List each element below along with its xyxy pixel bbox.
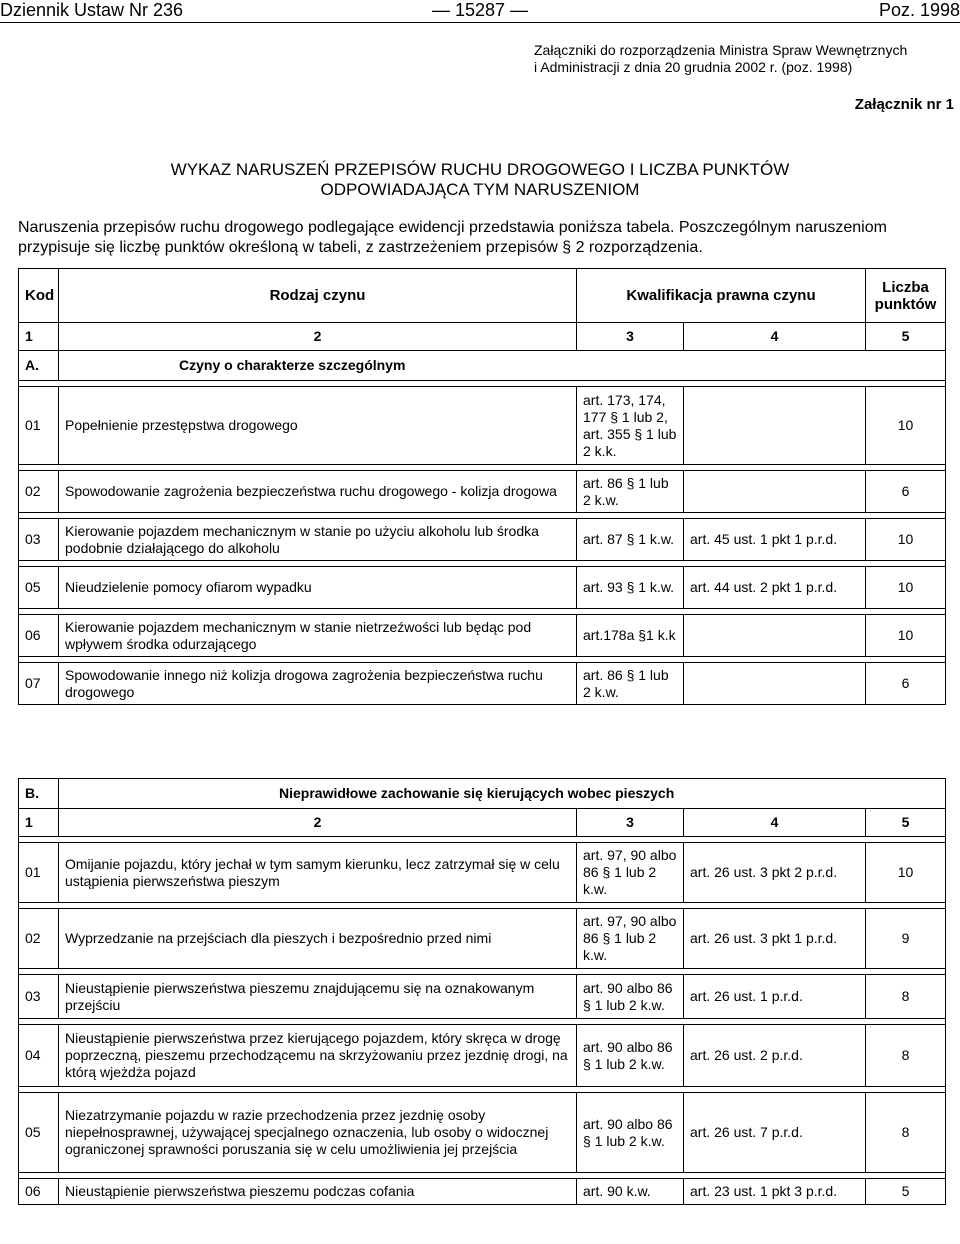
col-number: 3 [577, 809, 684, 837]
document-title-line-1: WYKAZ NARUSZEŃ PRZEPISÓW RUCHU DROGOWEGO I LICZBA PUNKTÓW [170, 160, 790, 179]
row-points: 10 [866, 843, 946, 903]
row-code: 02 [19, 471, 59, 513]
row-kk: art. 90 albo 86 § 1 lub 2 k.w. [577, 1093, 684, 1173]
document-title-line-2: ODPOWIADAJĄCA TYM NARUSZENIOM [320, 180, 640, 199]
column-number-row [19, 323, 946, 351]
violations-table-b [18, 778, 946, 1205]
table-row [19, 615, 946, 657]
row-kk: art. 90 k.w. [577, 1179, 684, 1205]
page-header [0, 0, 960, 23]
row-kk: art. 86 § 1 lub 2 k.w. [577, 471, 684, 513]
table-row [19, 1093, 946, 1173]
row-description: Kierowanie pojazdem mechanicznym w stanie po użyciu alkoholu lub środka podobnie działającego do alkoholu [59, 519, 577, 561]
row-prd: art. 26 ust. 3 pkt 1 p.r.d. [684, 909, 866, 969]
col-number: 2 [59, 323, 577, 351]
section-title: Nieprawidłowe zachowanie się kierujących wobec pieszych [59, 779, 946, 809]
section-code: B. [19, 779, 59, 809]
row-code: 06 [19, 615, 59, 657]
section-code: A. [19, 351, 59, 381]
row-prd: art. 26 ust. 7 p.r.d. [684, 1093, 866, 1173]
row-description: Spowodowanie zagrożenia bezpieczeństwa ruchu drogowego - kolizja drogowa [59, 471, 577, 513]
row-points: 8 [866, 1093, 946, 1173]
row-points: 9 [866, 909, 946, 969]
row-points: 5 [866, 1179, 946, 1205]
header-liczba-line-1: Liczba [882, 278, 929, 296]
row-description: Omijanie pojazdu, który jechał w tym samym kierunku, lecz zatrzymał się w celu ustąpienia pierwszeństwa pieszym [59, 843, 577, 903]
table-row [19, 975, 946, 1019]
section-title: Czyny o charakterze szczególnym [59, 351, 946, 381]
row-prd: art. 26 ust. 2 p.r.d. [684, 1025, 866, 1087]
row-kk: art. 90 albo 86 § 1 lub 2 k.w. [577, 975, 684, 1019]
row-code: 06 [19, 1179, 59, 1205]
row-code: 03 [19, 975, 59, 1019]
row-description: Kierowanie pojazdem mechanicznym w stanie nietrzeźwości lub będąc pod wpływem środka odurzającego [59, 615, 577, 657]
annex-note-line-1: Załączniki do rozporządzenia Ministra Spraw Wewnętrznych [534, 42, 908, 58]
row-kk: art. 90 albo 86 § 1 lub 2 k.w. [577, 1025, 684, 1087]
annex-label: Załącznik nr 1 [854, 96, 954, 113]
position-number: Poz. 1998 [878, 0, 960, 20]
row-prd: art. 26 ust. 3 pkt 2 p.r.d. [684, 843, 866, 903]
row-points: 8 [866, 975, 946, 1019]
row-prd [684, 663, 866, 705]
annex-note [534, 42, 954, 76]
row-points: 10 [866, 387, 946, 465]
header-kod: Kod [19, 269, 59, 323]
row-description: Niezatrzymanie pojazdu w razie przechodzenia przez jezdnię osoby niepełnosprawnej, używającej specjalnego oznaczenia, lub osoby o widocznej ograniczonej sprawności poruszania się w celu umożliwienia jej przejścia [59, 1093, 577, 1173]
table-row [19, 387, 946, 465]
row-prd [684, 471, 866, 513]
table-row [19, 1025, 946, 1087]
row-kk: art. 173, 174, 177 § 1 lub 2, art. 355 § 1 lub 2 k.k. [577, 387, 684, 465]
row-kk: art.178a §1 k.k [577, 615, 684, 657]
table-row [19, 519, 946, 561]
row-prd: art. 44 ust. 2 pkt 1 p.r.d. [684, 567, 866, 609]
row-points: 10 [866, 615, 946, 657]
col-number: 4 [684, 323, 866, 351]
column-number-row [19, 809, 946, 837]
row-code: 01 [19, 387, 59, 465]
row-points: 10 [866, 519, 946, 561]
table-row [19, 471, 946, 513]
col-number: 4 [684, 809, 866, 837]
table-row [19, 567, 946, 609]
row-description: Spowodowanie innego niż kolizja drogowa zagrożenia bezpieczeństwa ruchu drogowego [59, 663, 577, 705]
row-description: Popełnienie przestępstwa drogowego [59, 387, 577, 465]
header-liczba [866, 269, 946, 323]
row-prd: art. 23 ust. 1 pkt 3 p.r.d. [684, 1179, 866, 1205]
row-kk: art. 87 § 1 k.w. [577, 519, 684, 561]
journal-title: Dziennik Ustaw Nr 236 [0, 0, 184, 20]
row-prd: art. 45 ust. 1 pkt 1 p.r.d. [684, 519, 866, 561]
document-title [0, 160, 960, 200]
annex-note-line-2: i Administracji z dnia 20 grudnia 2002 r. (poz. 1998) [534, 59, 853, 75]
table-row [19, 663, 946, 705]
col-number: 1 [19, 323, 59, 351]
col-number: 3 [577, 323, 684, 351]
row-points: 10 [866, 567, 946, 609]
row-code: 02 [19, 909, 59, 969]
page-number: — 15287 — [431, 0, 529, 20]
row-description: Nieustąpienie pierwszeństwa pieszemu podczas cofania [59, 1179, 577, 1205]
table-row [19, 843, 946, 903]
row-kk: art. 86 § 1 lub 2 k.w. [577, 663, 684, 705]
row-prd: art. 26 ust. 1 p.r.d. [684, 975, 866, 1019]
row-kk: art. 93 § 1 k.w. [577, 567, 684, 609]
section-row [19, 351, 946, 381]
row-kk: art. 97, 90 albo 86 § 1 lub 2 k.w. [577, 909, 684, 969]
row-code: 05 [19, 1093, 59, 1173]
col-number: 5 [866, 323, 946, 351]
intro-paragraph: Naruszenia przepisów ruchu drogowego podlegające ewidencji przedstawia poniższa tabela. Poszczególnym naruszeniom przypisuje się liczbę punktów określoną w tabeli, z zastrzeżeniem przepisów § 2 rozporządzenia. [18, 219, 887, 256]
row-prd [684, 615, 866, 657]
header-kwalifikacja: Kwalifikacja prawna czynu [577, 269, 866, 323]
row-code: 07 [19, 663, 59, 705]
row-description: Nieustąpienie pierwszeństwa pieszemu znajdującemu się na oznakowanym przejściu [59, 975, 577, 1019]
row-description: Nieustąpienie pierwszeństwa przez kierującego pojazdem, który skręca w drogę poprzeczną, pieszemu przechodzącemu na skrzyżowaniu przez jezdnię drogi, na którą wjeżdża pojazd [59, 1025, 577, 1087]
row-kk: art. 97, 90 albo 86 § 1 lub 2 k.w. [577, 843, 684, 903]
table-row [19, 909, 946, 969]
violations-table-a [18, 268, 946, 705]
row-points: 6 [866, 663, 946, 705]
row-description: Wyprzedzanie na przejściach dla pieszych i bezpośrednio przed nimi [59, 909, 577, 969]
header-liczba-line-2: punktów [874, 295, 937, 313]
row-description: Nieudzielenie pomocy ofiarom wypadku [59, 567, 577, 609]
table-header-row [19, 269, 946, 323]
row-prd [684, 387, 866, 465]
col-number: 1 [19, 809, 59, 837]
header-rodzaj: Rodzaj czynu [59, 269, 577, 323]
row-points: 8 [866, 1025, 946, 1087]
row-code: 03 [19, 519, 59, 561]
row-code: 05 [19, 567, 59, 609]
col-number: 5 [866, 809, 946, 837]
row-points: 6 [866, 471, 946, 513]
row-code: 04 [19, 1025, 59, 1087]
col-number: 2 [59, 809, 577, 837]
row-code: 01 [19, 843, 59, 903]
table-row [19, 1179, 946, 1205]
section-row [19, 779, 946, 809]
